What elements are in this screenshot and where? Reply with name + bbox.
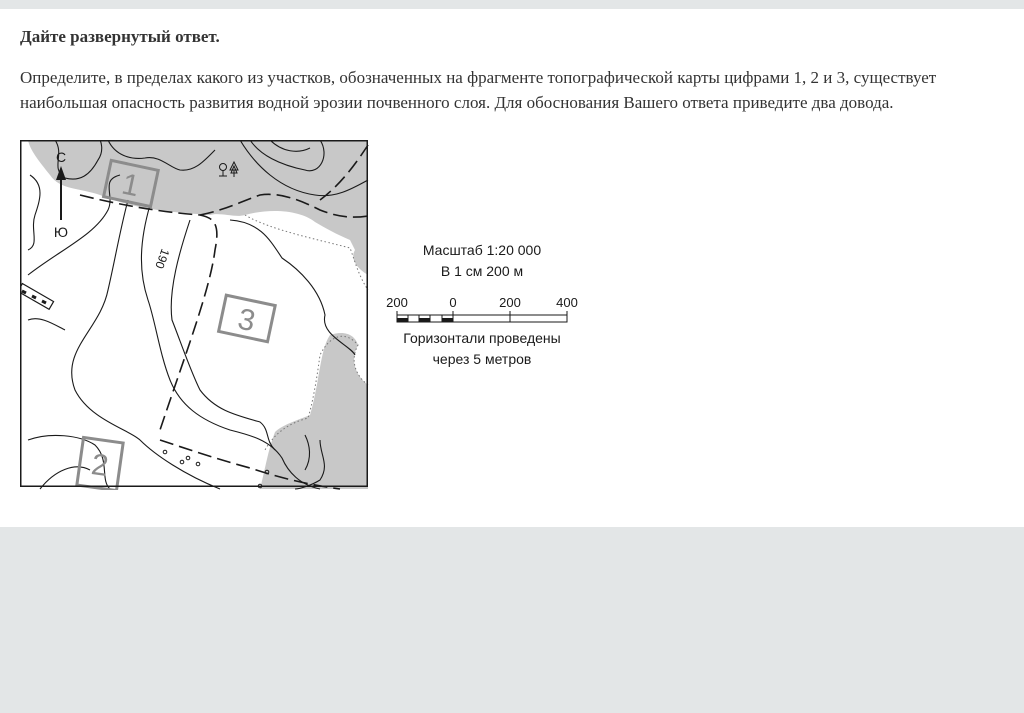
map-legend: [383, 239, 583, 369]
top-bar: [0, 0, 1024, 9]
area-2-label: 2: [89, 447, 111, 483]
scale-tick-label: 200: [499, 295, 521, 310]
scale-tick-label: 0: [449, 295, 457, 310]
scale-title: Масштаб 1:20 000: [422, 242, 542, 258]
contour-note-line-2: через 5 метров: [432, 351, 532, 367]
contour-note-line-1: Горизонтали проведены: [403, 330, 561, 346]
question-card: [0, 9, 1024, 527]
forest-area-south: [260, 333, 368, 489]
task-question: Определите, в пределах какого из участков, обозначенных на фрагменте топографической карты цифрами 1, 2 и 3, существует наибольшая опасность развития водной эрозии почвенного слоя. Для обоснования Вашего ответа приведите два довода.: [20, 68, 937, 112]
area-2: [77, 437, 123, 490]
contour-label: 190: [152, 246, 173, 271]
area-3-label: 3: [234, 302, 259, 339]
scale-tick-label: 400: [556, 295, 578, 310]
scale-bar: [397, 311, 567, 322]
topographic-map: [20, 140, 370, 490]
north-arrow: [54, 149, 68, 240]
south-label: Ю: [53, 224, 69, 240]
scale-tick-label: 200: [386, 295, 408, 310]
north-label: С: [55, 149, 67, 165]
bridge-symbol: [20, 284, 54, 310]
area-3: [219, 295, 276, 342]
task-heading: Дайте развернутый ответ.: [20, 27, 220, 46]
area-1-label: 1: [118, 167, 143, 204]
scale-subtitle: В 1 см 200 м: [440, 263, 524, 279]
forest-area-north: [28, 140, 368, 275]
